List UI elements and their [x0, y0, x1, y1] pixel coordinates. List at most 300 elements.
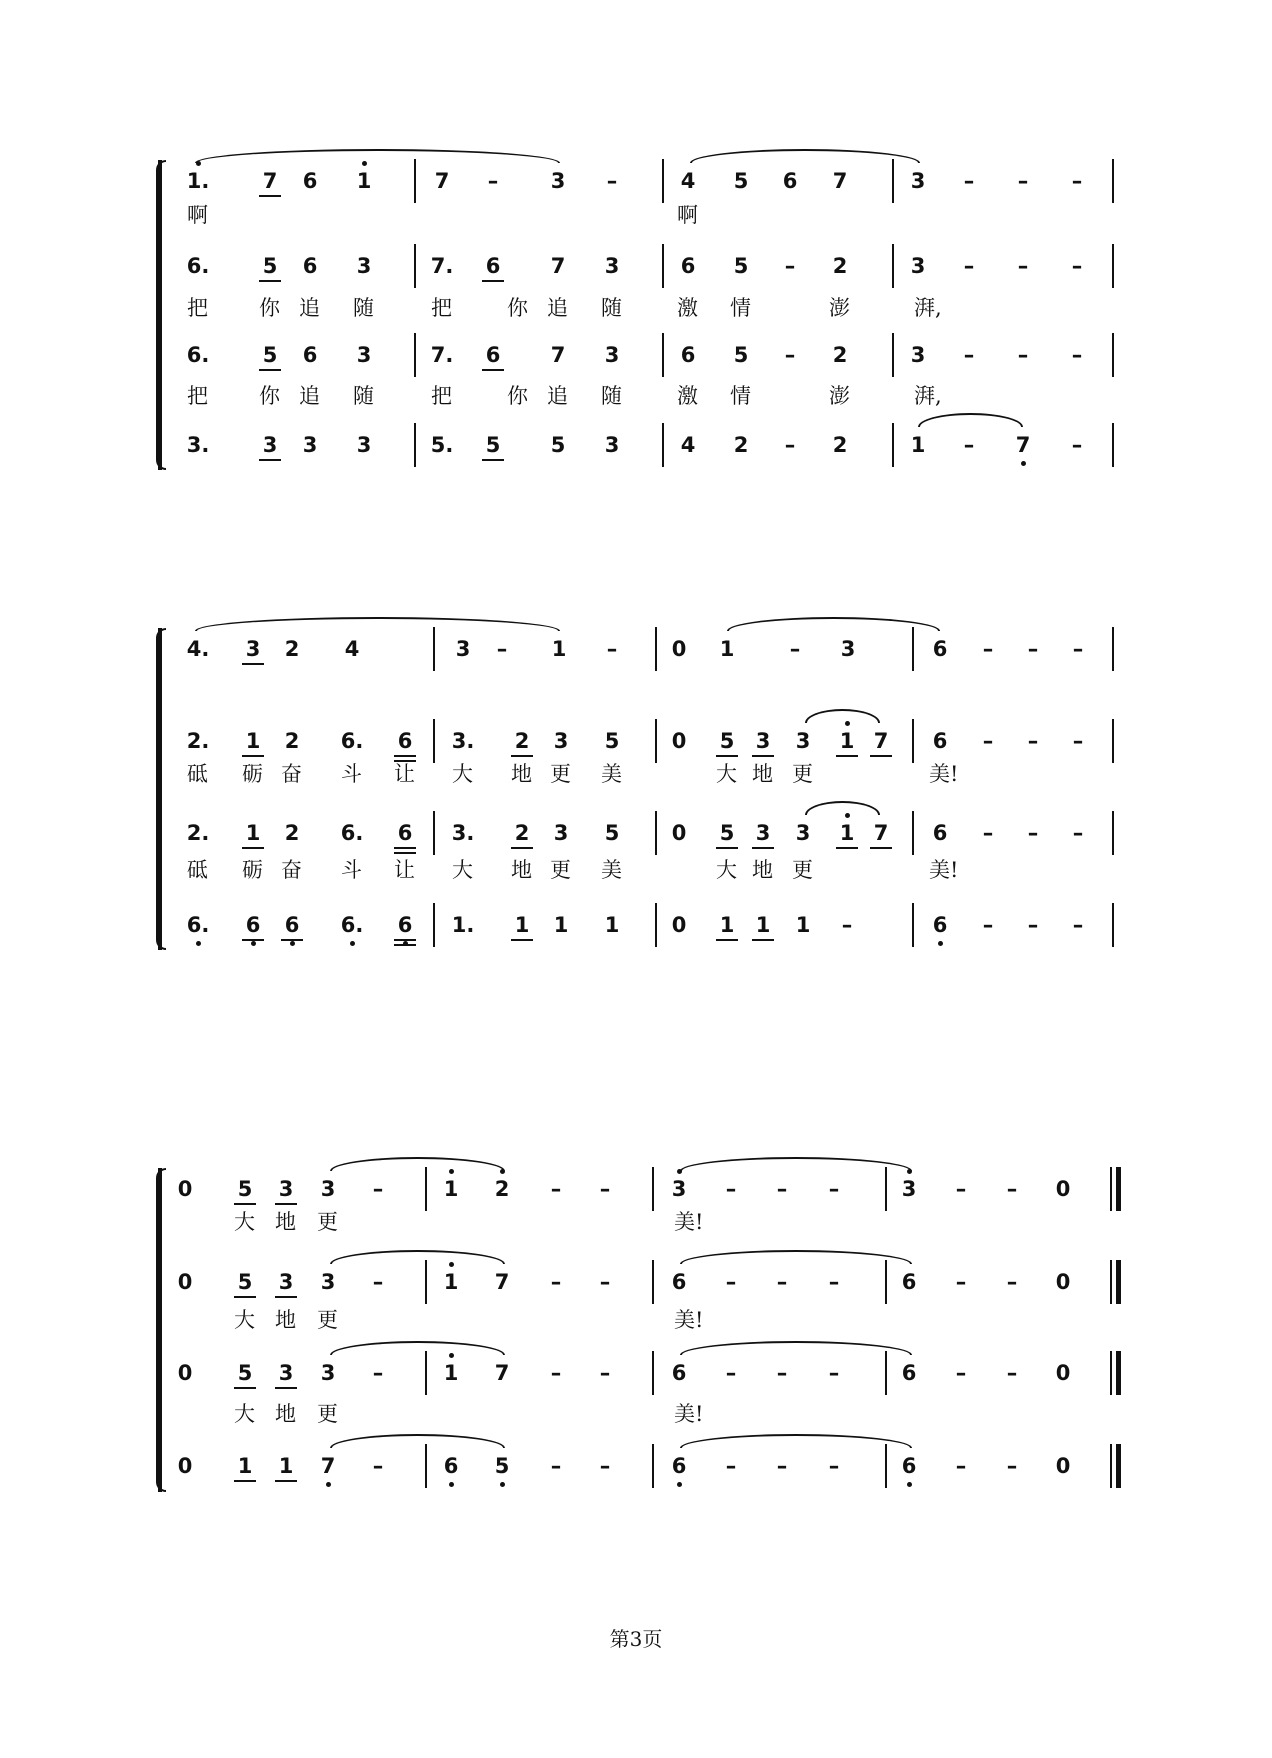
note: 1	[839, 729, 855, 753]
lyric-syllable: 大	[234, 1308, 255, 1332]
note: 1.	[186, 169, 210, 193]
note: 7	[262, 169, 278, 193]
duration-underline	[275, 1387, 297, 1389]
barline	[414, 333, 416, 377]
lyric-syllable: 更	[317, 1402, 338, 1426]
duration-underline	[275, 1203, 297, 1205]
duration-underline	[234, 1387, 256, 1389]
barline	[662, 159, 664, 203]
note: –	[784, 433, 796, 457]
lyric-syllable: 把	[187, 296, 208, 320]
note: –	[776, 1454, 788, 1478]
note: –	[828, 1361, 840, 1385]
note: 5	[262, 254, 278, 278]
note: 3	[671, 1177, 687, 1201]
note: –	[372, 1177, 384, 1201]
lyric-syllable: 地	[275, 1402, 296, 1426]
note: 2.	[186, 821, 210, 845]
note: –	[725, 1361, 737, 1385]
octave-dot-below	[907, 1482, 912, 1487]
lyric-syllable: 随	[353, 384, 374, 408]
slur	[727, 617, 940, 631]
lyric-syllable: 啊	[677, 203, 698, 227]
note: 3	[910, 343, 926, 367]
note: 1	[604, 913, 620, 937]
note: 5	[262, 343, 278, 367]
slur	[680, 1157, 912, 1171]
lyric-syllable: 美!	[674, 1308, 704, 1332]
barline	[425, 1260, 427, 1304]
slur	[195, 617, 560, 631]
note: 6	[397, 729, 413, 753]
note: 6	[245, 913, 261, 937]
barline	[652, 1444, 654, 1488]
barline	[1112, 719, 1114, 763]
final-barline	[1110, 1351, 1112, 1395]
note: 7	[832, 169, 848, 193]
note: 2	[832, 343, 848, 367]
octave-dot-below	[326, 1482, 331, 1487]
note: 7	[550, 343, 566, 367]
lyric-syllable: 你	[507, 296, 528, 320]
lyric-syllable: 澎	[829, 296, 850, 320]
system-bracket	[158, 628, 162, 950]
duration-underline	[836, 847, 858, 849]
note: 1	[356, 169, 372, 193]
lyric-syllable: 大	[452, 858, 473, 882]
note: 4.	[186, 637, 210, 661]
lyric-syllable: 你	[507, 384, 528, 408]
note: 3	[262, 433, 278, 457]
note: –	[1072, 821, 1084, 845]
note: 7	[550, 254, 566, 278]
barline	[662, 244, 664, 288]
note: 0	[1055, 1454, 1071, 1478]
slur	[195, 149, 560, 163]
final-barline-thick	[1116, 1260, 1121, 1304]
lyric-syllable: 更	[792, 858, 813, 882]
note: –	[828, 1454, 840, 1478]
octave-dot-below	[500, 1482, 505, 1487]
note: 6.	[186, 343, 210, 367]
slur	[330, 1157, 505, 1171]
note: –	[599, 1361, 611, 1385]
duration-underline	[716, 755, 738, 757]
note: –	[982, 913, 994, 937]
note: 6	[671, 1361, 687, 1385]
note: 4	[344, 637, 360, 661]
note: 5.	[430, 433, 454, 457]
lyric-syllable: 大	[716, 858, 737, 882]
note: 5	[485, 433, 501, 457]
lyric-syllable: 追	[299, 296, 320, 320]
duration-underline	[275, 1296, 297, 1298]
note: 6.	[340, 913, 364, 937]
lyric-syllable: 美	[601, 858, 622, 882]
barline	[662, 333, 664, 377]
lyric-syllable: 让	[394, 858, 415, 882]
note: 6	[302, 254, 318, 278]
lyric-syllable: 砥	[187, 762, 208, 786]
note: 3	[455, 637, 471, 661]
lyric-syllable: 追	[547, 384, 568, 408]
note: –	[487, 169, 499, 193]
note: 5	[719, 821, 735, 845]
note: 7.	[430, 254, 454, 278]
note: 2.	[186, 729, 210, 753]
octave-dot-below	[290, 941, 295, 946]
note: 5	[237, 1361, 253, 1385]
note: 2	[733, 433, 749, 457]
note: –	[776, 1177, 788, 1201]
note: 3	[356, 433, 372, 457]
note: 7.	[430, 343, 454, 367]
note: 1.	[451, 913, 475, 937]
duration-underline	[752, 847, 774, 849]
note: 6	[485, 254, 501, 278]
note: 3	[755, 821, 771, 845]
barline	[414, 159, 416, 203]
lyric-syllable: 大	[234, 1210, 255, 1234]
note: 1	[245, 821, 261, 845]
note: 6.	[186, 913, 210, 937]
note: 0	[1055, 1361, 1071, 1385]
duration-underline	[752, 755, 774, 757]
duration-underline	[259, 369, 281, 371]
note: 3	[356, 254, 372, 278]
note: 7	[1015, 433, 1031, 457]
note: 0	[177, 1270, 193, 1294]
octave-dot-below	[938, 941, 943, 946]
note: –	[599, 1177, 611, 1201]
note: 3	[795, 821, 811, 845]
barline	[425, 1167, 427, 1211]
system-bracket	[158, 160, 162, 470]
note: 2	[284, 729, 300, 753]
barline	[655, 627, 657, 671]
note: –	[963, 169, 975, 193]
duration-underline	[836, 755, 858, 757]
note: 5	[237, 1177, 253, 1201]
barline	[1112, 333, 1114, 377]
note: 4	[680, 433, 696, 457]
note: –	[963, 254, 975, 278]
duration-underline	[234, 1480, 256, 1482]
note: 1	[719, 913, 735, 937]
note: 3.	[186, 433, 210, 457]
note: 1	[278, 1454, 294, 1478]
barline	[1112, 159, 1114, 203]
note: –	[599, 1454, 611, 1478]
note: 3	[604, 433, 620, 457]
note: –	[955, 1361, 967, 1385]
note: –	[1027, 637, 1039, 661]
note: 6	[932, 913, 948, 937]
lyric-syllable: 激	[677, 384, 698, 408]
duration-underline	[394, 755, 416, 757]
barline	[425, 1444, 427, 1488]
note: 3	[553, 821, 569, 845]
note: –	[841, 913, 853, 937]
note: –	[606, 169, 618, 193]
note: 1	[795, 913, 811, 937]
barline	[414, 244, 416, 288]
slur	[805, 709, 880, 723]
note: –	[1072, 729, 1084, 753]
note: 3	[320, 1270, 336, 1294]
lyric-syllable: 奋	[281, 858, 302, 882]
note: 4	[680, 169, 696, 193]
slur	[330, 1434, 505, 1448]
note: 5	[733, 254, 749, 278]
note: –	[496, 637, 508, 661]
note: 1	[237, 1454, 253, 1478]
lyric-syllable: 更	[792, 762, 813, 786]
note: –	[1006, 1454, 1018, 1478]
note: 5	[550, 433, 566, 457]
final-barline-thick	[1116, 1444, 1121, 1488]
note: 7	[494, 1361, 510, 1385]
note: 3	[245, 637, 261, 661]
lyric-syllable: 斗	[341, 762, 362, 786]
note: 5	[237, 1270, 253, 1294]
duration-underline	[275, 1480, 297, 1482]
note: 6	[932, 821, 948, 845]
note: 2	[514, 821, 530, 845]
note: –	[599, 1270, 611, 1294]
note: –	[955, 1177, 967, 1201]
note: –	[982, 729, 994, 753]
octave-dot-below	[677, 1482, 682, 1487]
note: 1	[443, 1177, 459, 1201]
note: 6	[284, 913, 300, 937]
note: 0	[1055, 1270, 1071, 1294]
note: –	[1006, 1270, 1018, 1294]
barline	[885, 1351, 887, 1395]
page-number: 第3页	[609, 1627, 663, 1651]
barline	[912, 719, 914, 763]
note: 6	[901, 1361, 917, 1385]
note: 3	[320, 1177, 336, 1201]
note: 0	[177, 1454, 193, 1478]
final-barline-thick	[1116, 1167, 1121, 1211]
note: –	[1071, 343, 1083, 367]
note: 1	[910, 433, 926, 457]
note: 0	[1055, 1177, 1071, 1201]
note: 7	[873, 729, 889, 753]
lyric-syllable: 湃,	[914, 296, 942, 320]
lyric-syllable: 让	[394, 762, 415, 786]
note: –	[828, 1177, 840, 1201]
note: –	[725, 1454, 737, 1478]
duration-underline	[716, 939, 738, 941]
barline	[892, 333, 894, 377]
lyric-syllable: 情	[730, 384, 751, 408]
note: 3	[901, 1177, 917, 1201]
lyric-syllable: 砺	[242, 762, 263, 786]
slur	[690, 149, 920, 163]
slur	[918, 413, 1023, 427]
note: –	[1027, 913, 1039, 937]
lyric-syllable: 美!	[929, 858, 959, 882]
note: –	[776, 1361, 788, 1385]
duration-underline	[511, 755, 533, 757]
note: 1	[443, 1361, 459, 1385]
lyric-syllable: 砺	[242, 858, 263, 882]
octave-dot-below	[1021, 461, 1026, 466]
lyric-syllable: 砥	[187, 858, 208, 882]
slur	[330, 1341, 505, 1355]
barline	[1112, 811, 1114, 855]
note: –	[550, 1361, 562, 1385]
lyric-syllable: 地	[275, 1308, 296, 1332]
note: 3	[795, 729, 811, 753]
note: –	[1027, 729, 1039, 753]
barline	[652, 1167, 654, 1211]
lyric-syllable: 追	[299, 384, 320, 408]
barline	[885, 1167, 887, 1211]
lyric-syllable: 随	[353, 296, 374, 320]
duration-underline	[716, 847, 738, 849]
barline	[425, 1351, 427, 1395]
duration-underline	[870, 755, 892, 757]
duration-underline	[242, 847, 264, 849]
note: –	[789, 637, 801, 661]
barline	[1112, 244, 1114, 288]
duration-underline	[870, 847, 892, 849]
note: –	[776, 1270, 788, 1294]
note: 3	[910, 169, 926, 193]
barline	[652, 1260, 654, 1304]
lyric-syllable: 地	[511, 858, 532, 882]
note: –	[372, 1361, 384, 1385]
note: 0	[177, 1177, 193, 1201]
note: 3.	[451, 729, 475, 753]
lyric-syllable: 湃,	[914, 384, 942, 408]
barline	[433, 719, 435, 763]
note: 0	[671, 821, 687, 845]
lyric-syllable: 大	[716, 762, 737, 786]
lyric-syllable: 更	[317, 1308, 338, 1332]
note: 2	[494, 1177, 510, 1201]
note: 7	[434, 169, 450, 193]
note: –	[550, 1177, 562, 1201]
final-barline-thick	[1116, 1351, 1121, 1395]
note: 0	[177, 1361, 193, 1385]
note: 5	[719, 729, 735, 753]
lyric-syllable: 追	[547, 296, 568, 320]
note: 3	[278, 1270, 294, 1294]
note: 6	[397, 821, 413, 845]
barline	[662, 423, 664, 467]
note: –	[1071, 169, 1083, 193]
octave-dot-below	[403, 941, 408, 946]
note: –	[982, 821, 994, 845]
note: 6.	[186, 254, 210, 278]
note: 6	[671, 1454, 687, 1478]
lyric-syllable: 大	[234, 1402, 255, 1426]
note: 6	[680, 343, 696, 367]
lyric-syllable: 更	[317, 1210, 338, 1234]
note: 3	[755, 729, 771, 753]
lyric-syllable: 斗	[341, 858, 362, 882]
lyric-syllable: 把	[187, 384, 208, 408]
duration-underline	[394, 847, 416, 849]
note: –	[1027, 821, 1039, 845]
note: 3	[278, 1361, 294, 1385]
note: 3	[553, 729, 569, 753]
barline	[655, 811, 657, 855]
lyric-syllable: 情	[730, 296, 751, 320]
lyric-syllable: 你	[259, 384, 280, 408]
note: –	[1006, 1361, 1018, 1385]
note: –	[1017, 254, 1029, 278]
duration-underline	[482, 369, 504, 371]
note: 5	[604, 821, 620, 845]
lyric-syllable: 美!	[674, 1210, 704, 1234]
lyric-syllable: 澎	[829, 384, 850, 408]
lyric-syllable: 地	[752, 762, 773, 786]
final-barline	[1110, 1444, 1112, 1488]
note: –	[1072, 913, 1084, 937]
barline	[433, 627, 435, 671]
duration-underline	[234, 1203, 256, 1205]
slur	[330, 1250, 505, 1264]
lyric-syllable: 你	[259, 296, 280, 320]
duration-underline	[259, 280, 281, 282]
barline	[892, 159, 894, 203]
note: 3.	[451, 821, 475, 845]
lyric-syllable: 随	[601, 296, 622, 320]
note: 7	[320, 1454, 336, 1478]
note: 2	[284, 821, 300, 845]
note: 5	[604, 729, 620, 753]
lyric-syllable: 更	[550, 762, 571, 786]
barline	[885, 1260, 887, 1304]
note: –	[963, 343, 975, 367]
note: 6	[932, 637, 948, 661]
note: 1	[755, 913, 771, 937]
barline	[885, 1444, 887, 1488]
note: 6	[671, 1270, 687, 1294]
barline	[1112, 627, 1114, 671]
barline	[1112, 423, 1114, 467]
note: 6	[901, 1454, 917, 1478]
note: 5	[494, 1454, 510, 1478]
lyric-syllable: 美!	[929, 762, 959, 786]
duration-underline	[259, 195, 281, 197]
octave-dot-below	[196, 941, 201, 946]
barline	[892, 244, 894, 288]
barline	[912, 903, 914, 947]
note: –	[1071, 433, 1083, 457]
octave-dot-below	[449, 1482, 454, 1487]
note: –	[1071, 254, 1083, 278]
duration-underline	[259, 459, 281, 461]
note: 7	[873, 821, 889, 845]
note: 3	[320, 1361, 336, 1385]
note: –	[725, 1177, 737, 1201]
note: 3	[840, 637, 856, 661]
note: 1	[553, 913, 569, 937]
duration-underline	[242, 663, 264, 665]
lyric-syllable: 美	[601, 762, 622, 786]
lyric-syllable: 地	[275, 1210, 296, 1234]
octave-dot-below	[350, 941, 355, 946]
duration-underline-second	[394, 852, 416, 854]
note: –	[372, 1454, 384, 1478]
note: –	[828, 1270, 840, 1294]
